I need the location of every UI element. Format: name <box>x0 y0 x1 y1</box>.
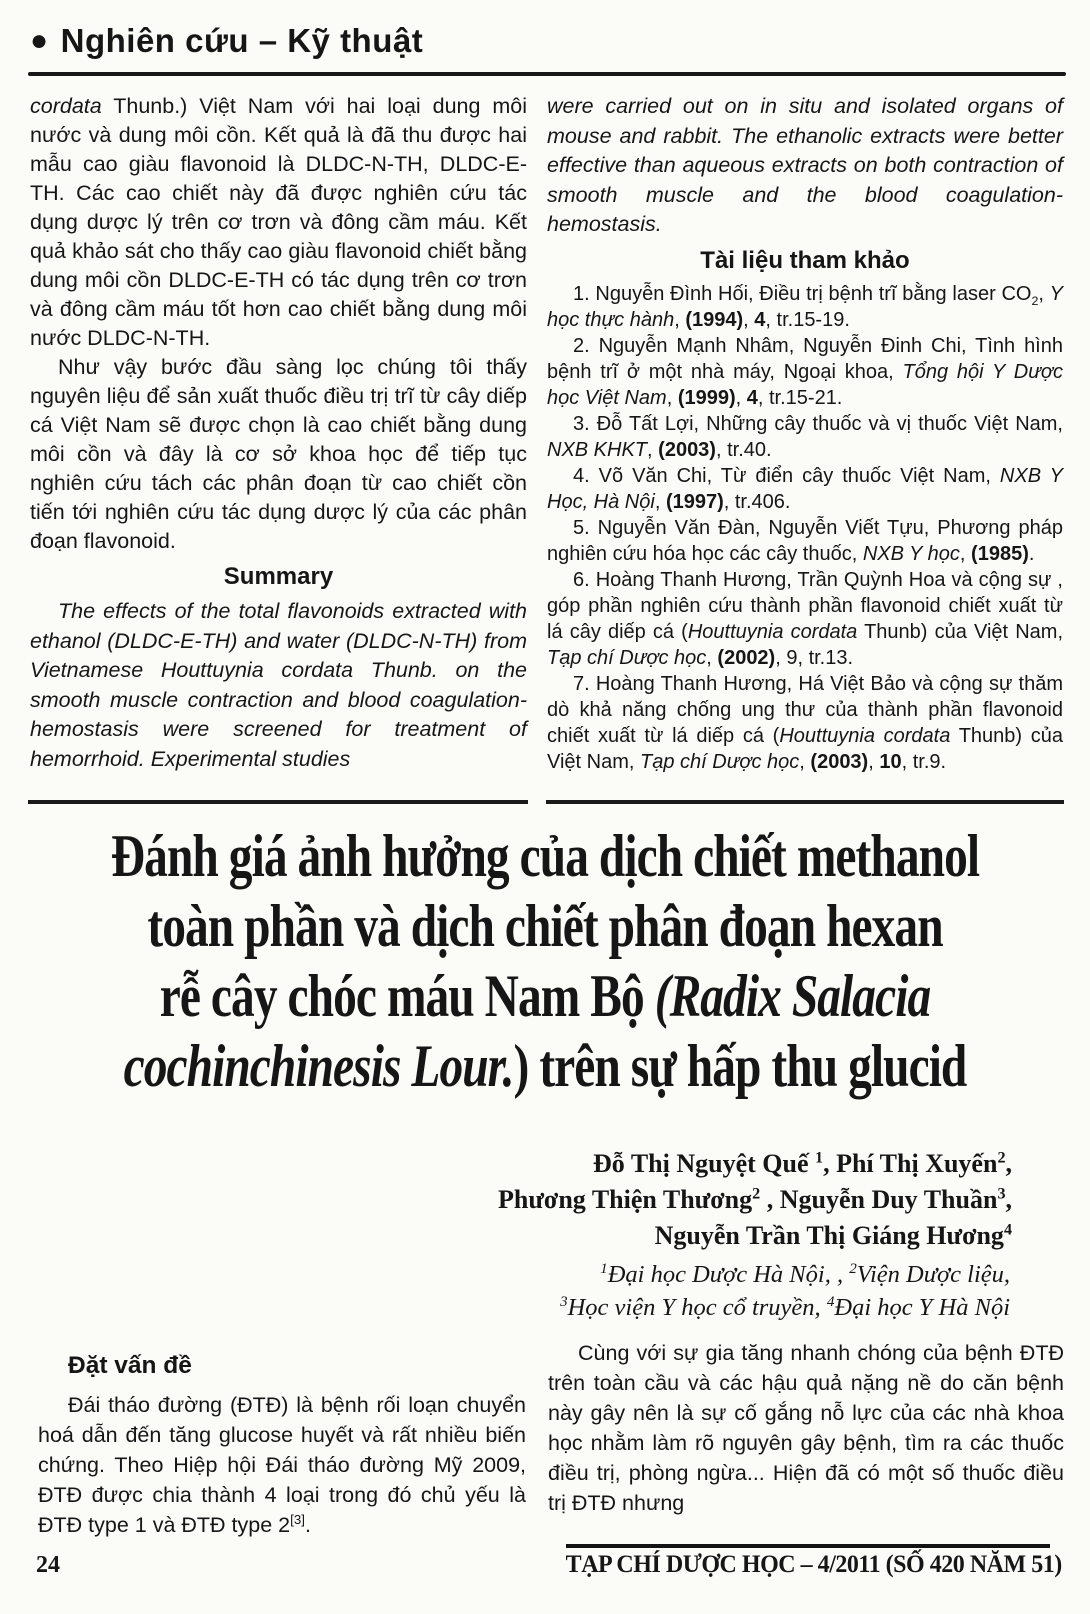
authors-line: Nguyễn Trần Thị Giáng Hương$^4$ <box>654 1221 1012 1250</box>
footer-journal-title: TẠP CHÍ DƯỢC HỌC – 4/2011 (SỐ 420 NĂM 51) <box>565 1551 1062 1578</box>
article-title-line: toàn phần và dịch chiết phân đoạn hexan <box>147 893 943 961</box>
body-paragraph: cordata Thunb.) Việt Nam với hai loại dung môi nước và dung môi cồn. Kết quả là đã thu được hai mẫu cao giàu flavonoid là DLDC-N-TH, DLDC-E-TH. Các cao chiết này đã được nghiên cứu tác dụng dược lý trên cơ trơn và đông cầm máu. Kết quả khảo sát cho thấy cao giàu flavonoid chiết bằng dung môi cồn DLDC-E-TH có tác dụng trên cơ trơn và đông cầm máu tốt hơn cao chiết bằng dung môi nước DLDC-N-TH. <box>30 94 527 350</box>
summary-paragraph: The effects of the total flavonoids extracted with ethanol (DLDC-E-TH) and water (DLDC-N-TH) from Vietnamese Houttuynia cordata Thunb. on the smooth muscle contraction and blood coagulation-hemostasis were screened for treatment of hemorrhoid. Experimental studies <box>30 599 527 771</box>
top-columns <box>30 92 1063 775</box>
article-title-line: cochinchinesis Lour.) trên sự hấp thu glucid <box>123 1033 967 1101</box>
left-column <box>30 92 527 775</box>
intro-right-column <box>548 1338 1064 1540</box>
affiliations-block <box>560 1258 1010 1324</box>
reference-item: 6. Hoàng Thanh Hương, Trần Quỳnh Hoa và cộng sự , góp phần nghiên cứu thành phần flavonoid chiết xuất từ lá cây diếp cá (Houttuynia cordata Thunb) của Việt Nam, Tạp chí Dược học, (2002), 9, tr.13. <box>547 568 1063 669</box>
reference-item: 7. Hoàng Thanh Hương, Há Việt Bảo và cộng sự thăm dò khả năng chống ung thư của thành phần flavonoid chiết xuất từ lá diếp cá (Houttuynia cordata Thunb) của Việt Nam, Tạp chí Dược học, (2003), 10, tr.9. <box>547 672 1064 773</box>
reference-item: 5. Nguyễn Văn Đàn, Nguyễn Viết Tựu, Phương pháp nghiên cứu hóa học các cây thuốc, NXB Y học, (1985). <box>547 516 1063 565</box>
footer-rule <box>566 1544 1050 1548</box>
affiliation-line: $^1$Đại học Dược Hà Nội, , $^2$Viện Dược liệu, <box>600 1259 1010 1288</box>
article-title <box>0 822 1090 1102</box>
reference-item: 4. Võ Văn Chi, Từ điển cây thuốc Việt Nam, NXB Y Học, Hà Nội, (1997), tr.406. <box>547 464 1063 513</box>
article-title-line: rễ cây chóc máu Nam Bộ (Radix Salacia <box>159 963 931 1031</box>
affiliation-line: $^3$Học viện Y học cổ truyền, $^4$Đại học Y Hà Nội <box>560 1292 1010 1321</box>
bullet-icon: ● <box>30 24 49 57</box>
intro-left-column <box>38 1338 526 1540</box>
bottom-columns <box>38 1338 1064 1540</box>
intro-paragraph: Đái tháo đường (ĐTĐ) là bệnh rối loạn chuyển hoá dẫn đến tăng glucose huyết và rất nhiều biến chứng. Theo Hiệp hội Đái tháo đường Mỹ 2009, ĐTĐ được chia thành 4 loại trong đó chủ yếu là ĐTĐ type 1 và ĐTĐ type 2[3]. <box>38 1393 526 1537</box>
header-rule <box>28 72 1066 76</box>
section-header <box>30 22 423 60</box>
footer-page-number: 24 <box>36 1552 60 1578</box>
authors-line: Đỗ Thị Nguyệt Quế $^1$, Phí Thị Xuyến$^2$, <box>593 1149 1012 1178</box>
section-divider-left <box>28 800 528 804</box>
summary-heading: Summary <box>223 563 334 590</box>
reference-item: 1. Nguyễn Đình Hối, Điều trị bệnh trĩ bằng laser $CO_2$, Y học thực hành, (1994), 4, tr.15-19. <box>547 282 1063 331</box>
intro-paragraph: Cùng với sự gia tăng nhanh chóng của bệnh ĐTĐ trên toàn cầu và các hậu quả nặng nề do căn bệnh này gây nên là sự cố gắng nỗ lực của các nhà khoa học nhằm làm rõ nguyên gây bệnh, tìm ra các thuốc điều trị, phòng ngừa... Hiện đã có một số thuốc điều trị ĐTĐ nhưng <box>548 1341 1064 1515</box>
summary-paragraph-continued: were carried out on in situ and isolated organs of mouse and rabbit. The ethanolic extracts were better effective than aqueous extracts on both contraction of smooth muscle and the blood coagulation-hemostasis. <box>547 94 1063 236</box>
reference-item: 3. Đỗ Tất Lợi, Những cây thuốc và vị thuốc Việt Nam, NXB KHKT, (2003), tr.40. <box>547 412 1063 461</box>
body-paragraph: Như vậy bước đầu sàng lọc chúng tôi thấy nguyên liệu để sản xuất thuốc điều trị trĩ từ cây diếp cá Việt Nam sẽ được chọn là cao chiết bằng dung môi cồn và đây là cơ sở khoa học để tiếp tục nghiên cứu tách các phân đoạn từ cao chiết cồn tiến tới nghiên cứu tác dụng dược lý của các phân đoạn flavonoid. <box>30 355 527 553</box>
authors-line: Phương Thiện Thương$^2$ , Nguyễn Duy Thuần$^3$, <box>497 1185 1012 1214</box>
section-heading: Đặt vấn đề <box>68 1352 192 1379</box>
article-title-line: Đánh giá ảnh hưởng của dịch chiết methanol <box>110 823 980 891</box>
authors-block <box>498 1146 1012 1254</box>
section-divider-right <box>546 800 1064 804</box>
section-header-title: Nghiên cứu – Kỹ thuật <box>60 22 424 59</box>
right-column <box>547 92 1063 775</box>
reference-item: 2. Nguyễn Mạnh Nhâm, Nguyễn Đinh Chi, Tình hình bệnh trĩ ở một nhà máy, Ngoại khoa, Tổng hội Y Dược học Việt Nam, (1999), 4, tr.15-21. <box>547 334 1063 409</box>
references-heading: Tài liệu tham khảo <box>700 246 910 274</box>
